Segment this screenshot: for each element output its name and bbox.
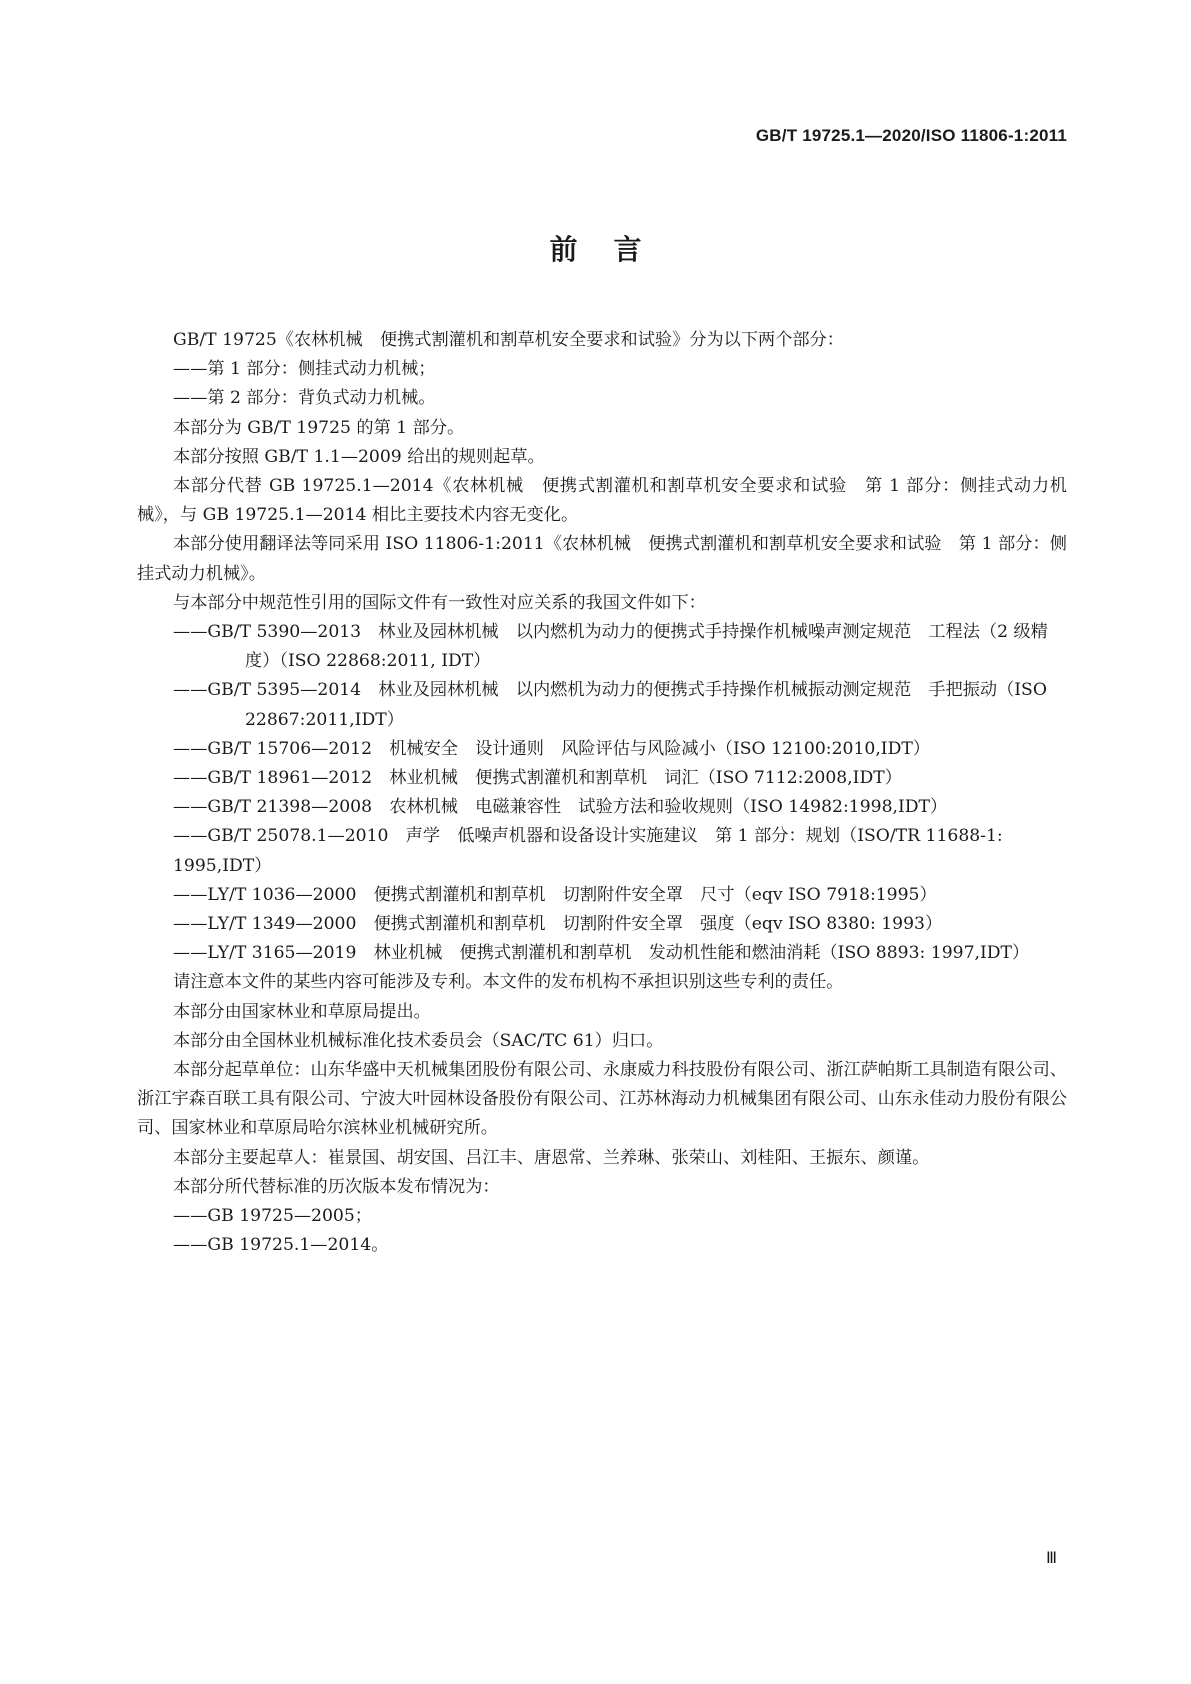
foreword-body — [137, 326, 1067, 1261]
list-item: ——第 1 部分：侧挂式动力机械； — [173, 359, 436, 380]
paragraph: 本部分由全国林业机械标准化技术委员会（SAC/TC 61）归口。 — [173, 1030, 664, 1051]
paragraph: 请注意本文件的某些内容可能涉及专利。本文件的发布机构不承担识别这些专利的责任。 — [173, 972, 844, 993]
list-item: ——GB 19725—2005； — [173, 1206, 372, 1227]
paragraph: 本部分所代替标准的历次版本发布情况为： — [173, 1176, 500, 1197]
paragraph: 本部分为 GB/T 19725 的第 1 部分。 — [173, 417, 465, 438]
paragraph: 本部分按照 GB/T 1.1—2009 给出的规则起草。 — [173, 446, 545, 467]
paragraph: 本部分使用翻译法等同采用 ISO 11806-1:2011《农林机械 便携式割灌机和割草机安全要求和试验 第 1 部分：侧挂式动力机械》。 — [137, 534, 1067, 584]
reference-item: ——GB/T 15706—2012 机械安全 设计通则 风险评估与风险减小（ISO 12100:2010,IDT） — [173, 738, 931, 759]
paragraph: 本部分由国家林业和草原局提出。 — [173, 1001, 431, 1022]
reference-item: ——GB/T 25078.1—2010 声学 低噪声机器和设备设计实施建议 第 1 部分：规划（ISO/TR 11688-1: 1995,IDT） — [173, 826, 1003, 876]
reference-item: ——GB/T 21398—2008 农林机械 电磁兼容性 试验方法和验收规则（ISO 14982:1998,IDT） — [173, 797, 948, 818]
paragraph: 本部分起草单位：山东华盛中天机械集团股份有限公司、永康威力科技股份有限公司、浙江萨帕斯工具制造有限公司、浙江宇森百联工具有限公司、宁波大叶园林设备股份有限公司、江苏林海动力机械集团有限公司、山东永佳动力股份有限公司、国家林业和草原局哈尔滨林业机械研究所。 — [137, 1060, 1067, 1139]
reference-item: ——LY/T 1036—2000 便携式割灌机和割草机 切割附件安全罩 尺寸（eqv ISO 7918:1995） — [173, 884, 937, 905]
reference-item: ——GB/T 5390—2013 林业及园林机械 以内燃机为动力的便携式手持操作机械噪声测定规范 工程法（2 级精度）（ISO 22868:2011, IDT） — [173, 622, 1048, 672]
paragraph: 本部分代替 GB 19725.1—2014《农林机械 便携式割灌机和割草机安全要求和试验 第 1 部分：侧挂式动力机械》，与 GB 19725.1—2014 相比主要技术内容无变化。 — [137, 476, 1067, 526]
standard-code-header: GB/T 19725.1—2020/ISO 11806-1:2011 — [755, 126, 1067, 145]
page-title: 前言 — [549, 233, 678, 266]
reference-item: ——GB/T 18961—2012 林业机械 便携式割灌机和割草机 词汇（ISO 7112:2008,IDT） — [173, 768, 902, 789]
page-number: Ⅲ — [1045, 1550, 1057, 1567]
list-item: ——第 2 部分：背负式动力机械。 — [173, 388, 436, 409]
reference-item: ——LY/T 3165—2019 林业机械 便携式割灌机和割草机 发动机性能和燃油消耗（ISO 8893: 1997,IDT） — [173, 943, 1030, 964]
paragraph: 与本部分中规范性引用的国际文件有一致性对应关系的我国文件如下： — [173, 592, 706, 613]
reference-item: ——GB/T 5395—2014 林业及园林机械 以内燃机为动力的便携式手持操作机械振动测定规范 手把振动（ISO 22867:2011,IDT） — [173, 680, 1047, 730]
paragraph: GB/T 19725《农林机械 便携式割灌机和割草机安全要求和试验》分为以下两个部分： — [173, 330, 844, 350]
list-item: ——GB 19725.1—2014。 — [173, 1235, 389, 1256]
reference-item: ——LY/T 1349—2000 便携式割灌机和割草机 切割附件安全罩 强度（eqv ISO 8380: 1993） — [173, 914, 943, 935]
paragraph: 本部分主要起草人：崔景国、胡安国、吕江丰、唐恩常、兰养琳、张荣山、刘桂阳、王振东、颜谨。 — [173, 1147, 930, 1168]
